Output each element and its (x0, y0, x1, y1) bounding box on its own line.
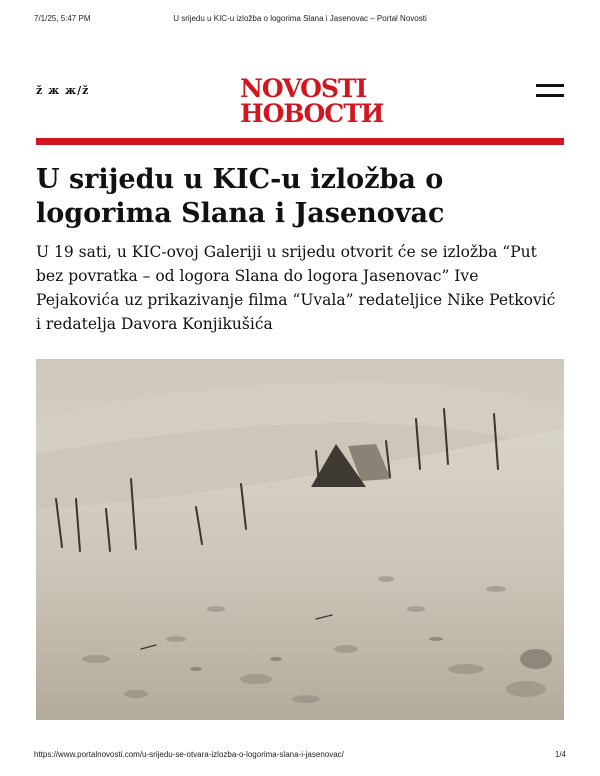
logo-cyrillic-text: НОВОСТИ (240, 99, 384, 128)
logo-latin-text: NOVOSTI (240, 74, 367, 103)
novosti-logo[interactable] (240, 74, 384, 132)
print-datetime: 7/1/25, 5:47 PM (34, 14, 91, 23)
article-lead: U 19 sati, u KIC-ovoj Galeriji u srijedu otvorit će se izložba “Put bez povratka – od logora Slana do logora Jasenovac” Ive Pejakovića uz prikazivanje filma “Uvala” redateljice Nike Petković i redatelja Davora Konjikušića (36, 243, 556, 333)
hamburger-menu-icon[interactable] (536, 84, 564, 98)
print-header (34, 14, 566, 26)
script-switch-link[interactable]: ž ж ж/ž (36, 84, 90, 97)
camp-landscape-image (36, 359, 564, 720)
print-page-count: 1/4 (554, 750, 566, 759)
article-title: U srijedu u KIC-u izložba o logorima Slana i Jasenovac (36, 164, 445, 229)
print-page-title: U srijedu u KIC-u izložba o logorima Slana i Jasenovac – Portal Novosti (173, 14, 427, 23)
print-footer (34, 750, 566, 762)
article-photo (36, 359, 564, 720)
print-url: https://www.portalnovosti.com/u-srijedu-se-otvara-izlozba-o-logorima-slana-i-jasenovac/ (34, 750, 344, 759)
site-header (36, 76, 564, 136)
header-divider (36, 138, 564, 145)
